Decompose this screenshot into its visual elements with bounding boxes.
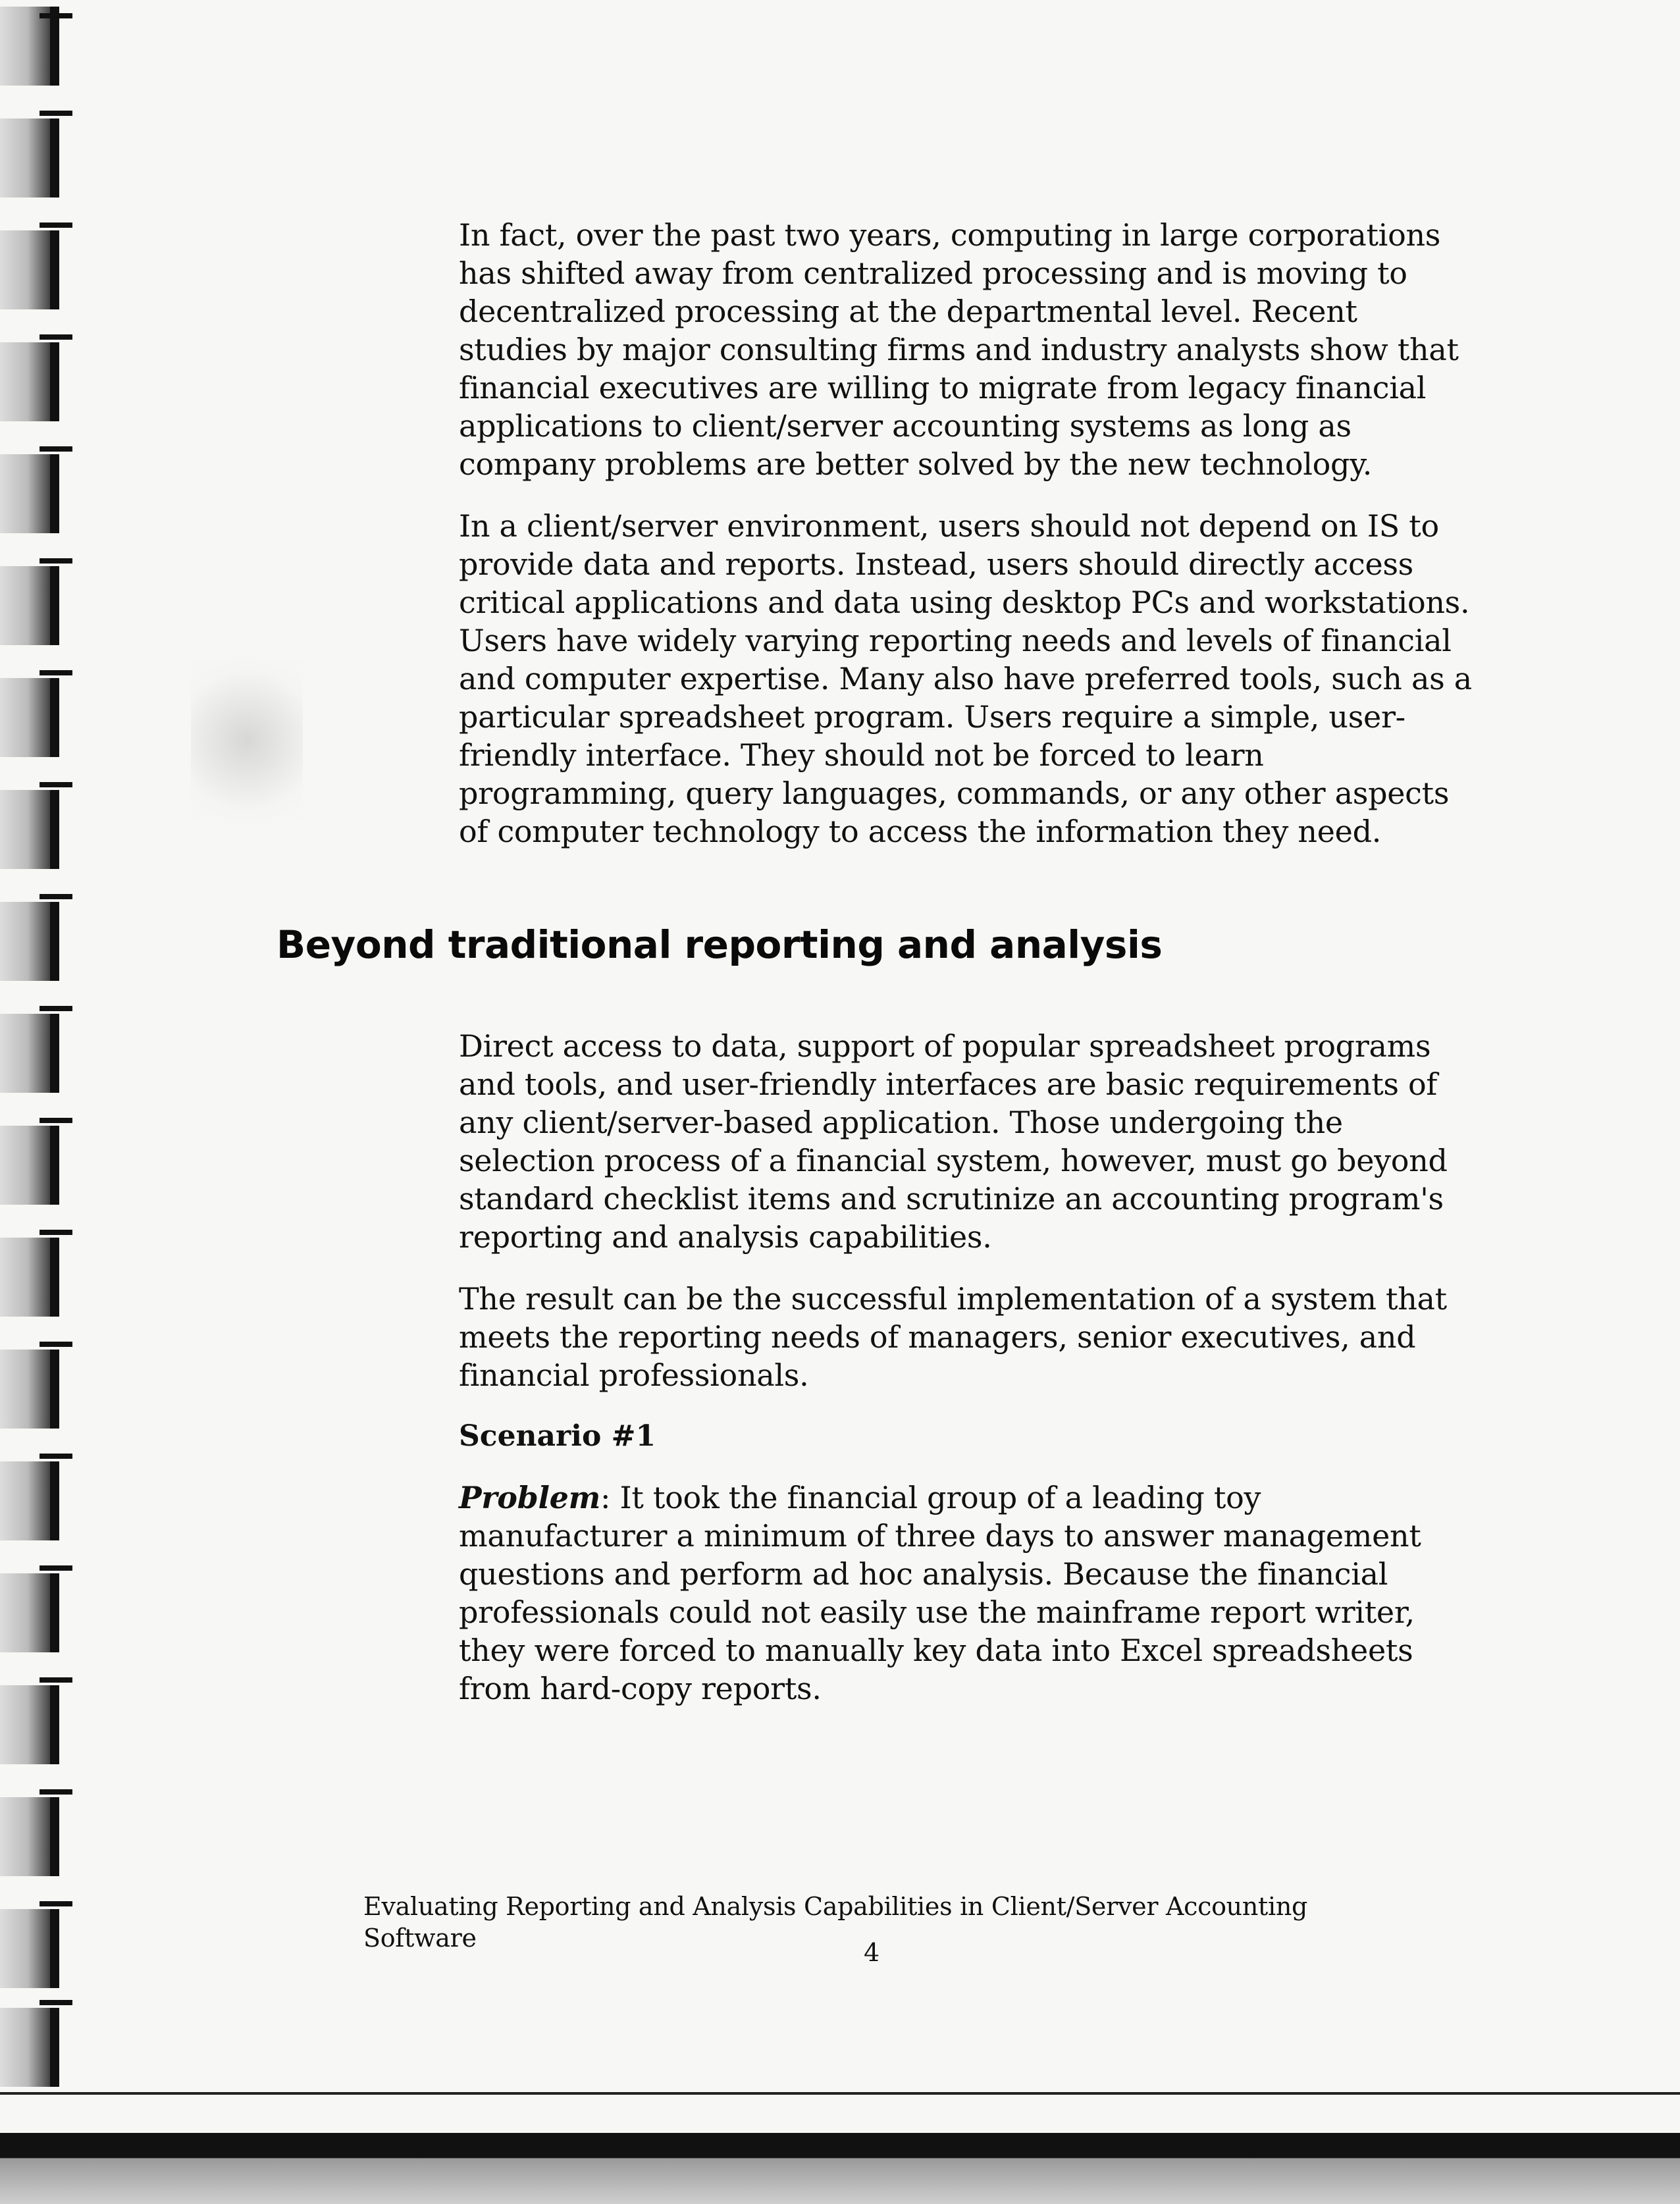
problem-text: : It took the financial group of a leading toy manufacturer a minimum of three days to answer management questions and perform ad hoc analysis. Because the financial professionals could not easily use the mainframe report writer, they were forced to manually key data into Excel spreadsheets from hard-copy reports. <box>459 1480 1421 1706</box>
section-text-block <box>459 1027 1473 1731</box>
paragraph-decentralized-computing: In fact, over the past two years, computing in large corporations has shifted away from centralized processing and is moving to decentralized processing at the departmental level. Recent studies by major consulting firms and industry analysts show that financial executives are willing to migrate from legacy financial applications to client/server accounting systems as long as company problems are better solved by the new technology. <box>459 217 1459 482</box>
problem-label: Problem <box>459 1480 600 1515</box>
paragraph-result: The result can be the successful implementation of a system that meets the reporting needs of managers, senior executives, and financial professionals. <box>459 1281 1447 1393</box>
paragraph-problem <box>459 1479 1473 1708</box>
scenario-title: Scenario #1 <box>459 1419 656 1453</box>
page-number: 4 <box>864 1938 880 1967</box>
spiral-binding <box>0 0 72 2093</box>
section-heading: Beyond traditional reporting and analysis <box>276 922 1163 967</box>
scan-bottom-edge <box>0 2133 1680 2204</box>
scan-speckle <box>191 658 303 823</box>
paragraph-client-server-users: In a client/server environment, users should not depend on IS to provide data and reports. Instead, users should directly access critical applications and data using desktop PCs and workstations. Users have widely varying reporting needs and levels of financial and computer expertise. Many also have preferred tools, such as a particular spreadsheet program. Users require a simple, user-friendly interface. They should not be forced to learn programming, query languages, commands, or any other aspects of computer technology to access the information they need. <box>459 508 1472 849</box>
footer-title: Evaluating Reporting and Analysis Capabilities in Client/Server Accounting Software <box>363 1892 1308 1953</box>
top-text-block <box>459 216 1473 874</box>
paragraph-direct-access: Direct access to data, support of popular spreadsheet programs and tools, and user-friendly interfaces are basic requirements of any client/server-based application. Those undergoing the selection process of a financial system, however, must go beyond standard checklist items and scrutinize an accounting program's reporting and analysis capabilities. <box>459 1028 1448 1255</box>
scan-bottom-rule <box>0 2092 1680 2095</box>
